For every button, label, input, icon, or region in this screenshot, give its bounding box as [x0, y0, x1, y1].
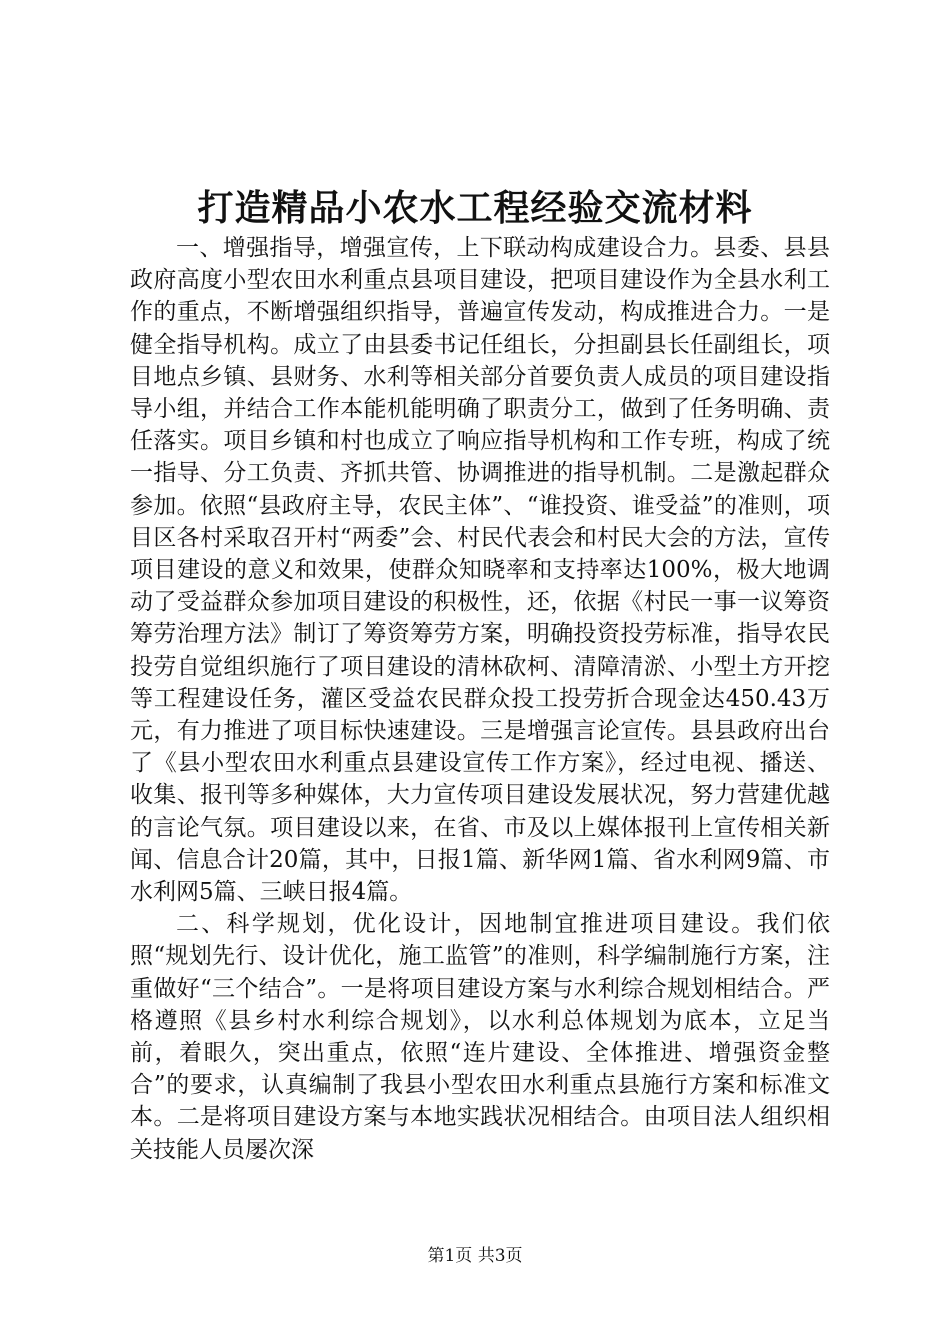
- paragraph-2: 二、科学规划，优化设计，因地制宜推进项目建设。我们依照“规划先行、设计优化，施工监管”的准则，科学编制施行方案，注重做好“三个结合”。一是将项目建设方案与水利综合规划相结合。严格遵照《县乡村水利综合规划》，以水利总体规划为底本，立足当前，着眼久，突出重点，依照“连片建设、全体推进、增强资金整合”的要求，认真编制了我县小型农田水利重点县施行方案和标准文本。二是将项目建设方案与本地实践状况相结合。由项目法人组织相关技能人员屡次深: [130, 911, 830, 1163]
- document-body: [130, 232, 830, 1166]
- page-footer: 第1页 共3页: [427, 1246, 523, 1266]
- document-title: 打造精品小农水工程经验交流材料: [197, 187, 753, 229]
- paragraph-1: 一、增强指导，增强宣传，上下联动构成建设合力。县委、县县政府高度小型农田水利重点县项目建设，把项目建设作为全县水利工作的重点，不断增强组织指导，普遍宣传发动，构成推进合力。一是健全指导机构。成立了由县委书记任组长，分担副县长任副组长，项目地点乡镇、县财务、水利等相关部分首要负责人成员的项目建设指导小组，并结合工作本能机能明确了职责分工，做到了任务明确、责任落实。项目乡镇和村也成立了响应指导机构和工作专班，构成了统一指导、分工负责、齐抓共管、协调推进的指导机制。二是激起群众参加。依照“县政府主导，农民主体”、“谁投资、谁受益”的准则，项目区各村采取召开村“两委”会、村民代表会和村民大会的方法，宣传项目建设的意义和效果，使群众知晓率和支持率达100%，极大地调动了受益群众参加项目建设的积极性，还，依据《村民一事一议筹资筹劳治理方法》制订了筹资筹劳方案，明确投资投劳标准，指导农民投劳自觉组织施行了项目建设的清林砍柯、清障清淤、小型土方开挖等工程建设任务，灌区受益农民群众投工投劳折合现金达450.43万元，有力推进了项目标快速建设。三是增强言论宣传。县县政府出台了《县小型农田水利重点县建设宣传工作方案》，经过电视、播送、收集、报刊等多种媒体，大力宣传项目建设发展状况，努力营建优越的言论气氛。项目建设以来，在省、市及以上媒体报刊上宣传相关新闻、信息合计20篇，其中，日报1篇、新华网1篇、省水利网9篇、市水利网5篇、三峡日报4篇。: [130, 235, 830, 906]
